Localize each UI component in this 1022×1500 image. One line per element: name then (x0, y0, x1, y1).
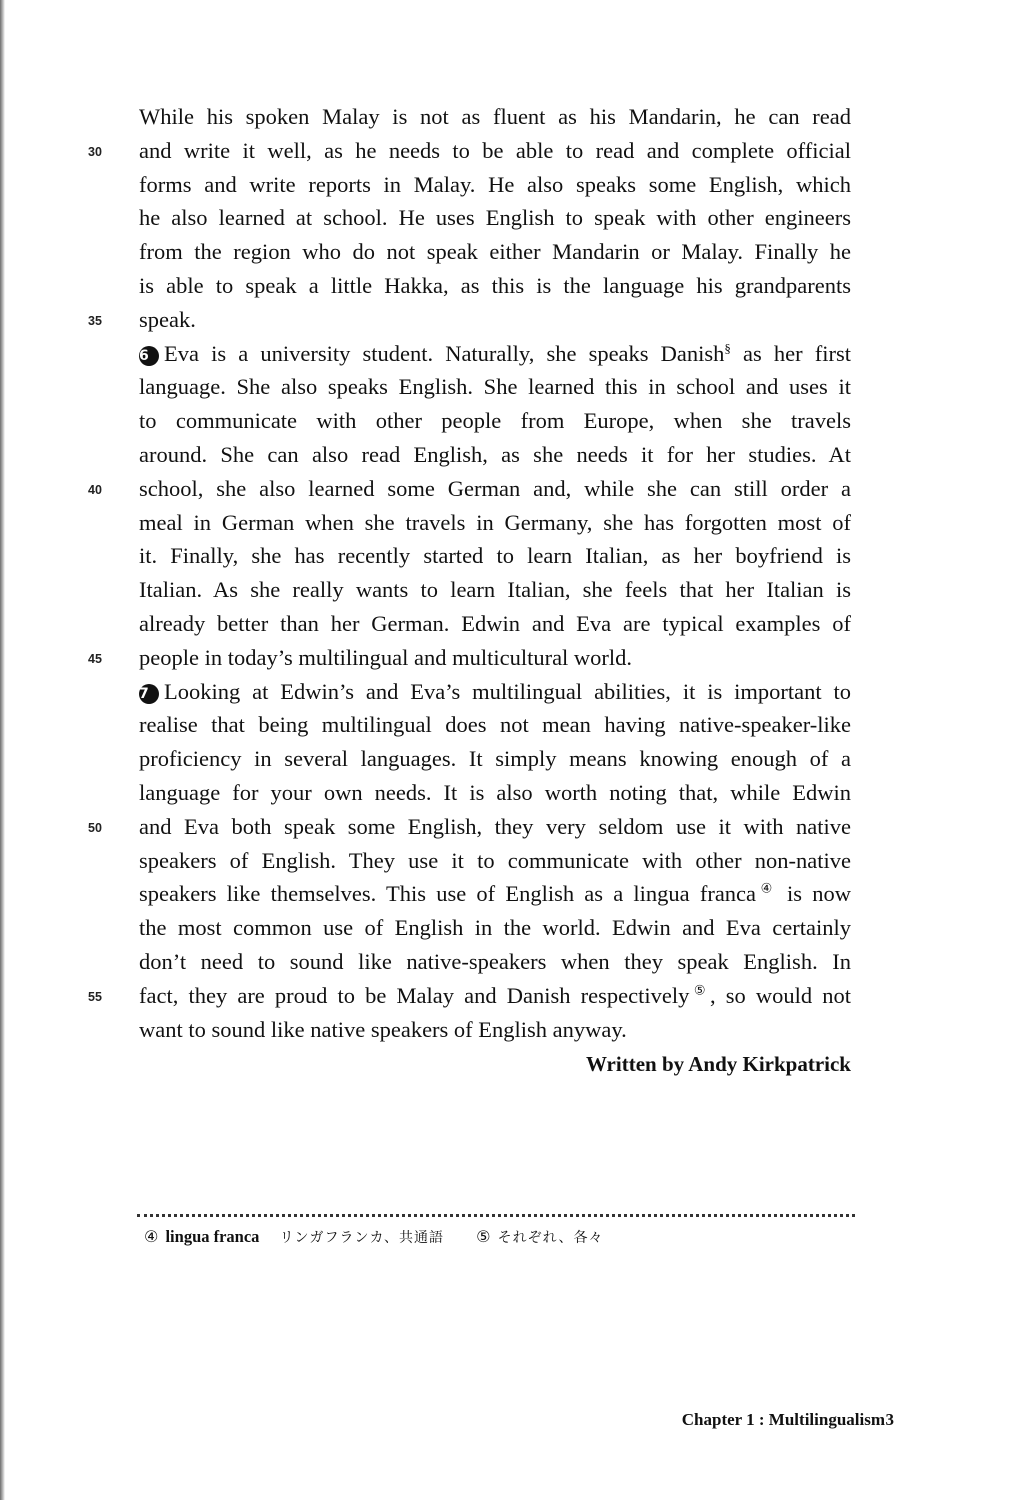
text-line (139, 472, 851, 506)
footnote-number: ④ (144, 1227, 159, 1246)
text-line (139, 979, 851, 1013)
text-line (139, 269, 851, 303)
text-line (139, 810, 851, 844)
text-line (139, 1013, 851, 1047)
line-number: 45 (88, 652, 102, 666)
text-line (139, 438, 851, 472)
line-text: already better than her German. Edwin and Eva are typical examples of (139, 611, 851, 636)
chapter-title: Chapter 1 : Multilingualism (681, 1410, 885, 1429)
text-line (139, 945, 851, 979)
line-text: realise that being multilingual does not mean having native-speaker-like (139, 712, 851, 737)
line-text: speakers like themselves. This use of English as a lingua franca (139, 881, 757, 906)
page-number: 3 (885, 1410, 894, 1429)
line-text: want to sound like native speakers of English anyway. (139, 1017, 627, 1042)
line-number: 50 (88, 821, 102, 835)
line-text: language for your own needs. It is also worth noting that, while Edwin (139, 780, 851, 805)
text-line (139, 337, 851, 371)
footnote-marker: ④ (756, 880, 777, 896)
line-text-continued: as her first (730, 341, 851, 366)
line-text: from the region who do not speak either Mandarin or Malay. Finally he (139, 239, 851, 264)
line-text: school, she also learned some German and, while she can still order a (139, 476, 851, 501)
footnote-gloss: それぞれ、各々 (497, 1230, 604, 1246)
footnote-gloss: リンガフランカ、共通語 (279, 1230, 445, 1246)
text-line (139, 742, 851, 776)
paragraph-number-badge: 7 (139, 684, 159, 704)
line-text: and Eva both speak some English, they very seldom use it with native (139, 814, 851, 839)
text-line (139, 404, 851, 438)
text-line (139, 708, 851, 742)
text-line (139, 844, 851, 878)
line-text: don’t need to sound like native-speakers when they speak English. In (139, 949, 851, 974)
paragraph-number-badge: 6 (139, 346, 159, 366)
text-line (139, 607, 851, 641)
text-line (139, 370, 851, 404)
text-line (139, 776, 851, 810)
text-line (139, 641, 851, 675)
line-text: Italian. As she really wants to learn Italian, she feels that her Italian is (139, 577, 851, 602)
footnote-marker: § (724, 340, 731, 356)
line-text: Eva is a university student. Naturally, she speaks Danish (164, 341, 725, 366)
line-text: proficiency in several languages. It simply means knowing enough of a (139, 746, 851, 771)
line-number: 55 (88, 990, 102, 1004)
line-text: speak. (139, 307, 196, 332)
text-line (139, 201, 851, 235)
footnotes (144, 1224, 631, 1250)
line-text: and write it well, as he needs to be able to read and complete official (139, 138, 851, 163)
text-line (139, 573, 851, 607)
line-text: the most common use of English in the world. Edwin and Eva certainly (139, 915, 851, 940)
line-text: people in today’s multilingual and multicultural world. (139, 645, 633, 670)
text-line (139, 539, 851, 573)
page-edge-shadow (0, 0, 5, 1500)
footnote-4 (144, 1224, 444, 1251)
line-text: language. She also speaks English. She learned this in school and uses it (139, 374, 851, 399)
line-text: he also learned at school. He uses English to speak with other engineers (139, 205, 851, 230)
line-text: While his spoken Malay is not as fluent as his Mandarin, he can read (139, 104, 851, 129)
line-text-continued: is now (776, 881, 851, 906)
footnote-marker: ⑤ (689, 982, 710, 998)
line-text: around. She can also read English, as she needs it for her studies. At (139, 442, 851, 467)
line-text: is able to speak a little Hakka, as this is the language his grandparents (139, 273, 851, 298)
line-text: Looking at Edwin’s and Eva’s multilingual abilities, it is important to (164, 679, 851, 704)
line-text: forms and write reports in Malay. He also speaks some English, which (139, 172, 851, 197)
line-text: it. Finally, she has recently started to learn Italian, as her boyfriend is (139, 543, 851, 568)
line-text: meal in German when she travels in Germany, she has forgotten most of (139, 510, 851, 535)
footnote-term: lingua franca (165, 1227, 260, 1246)
line-text: fact, they are proud to be Malay and Danish respectively (139, 983, 690, 1008)
line-number: 35 (88, 314, 102, 328)
text-line (139, 506, 851, 540)
text-line (139, 675, 851, 709)
footnote-5 (476, 1224, 603, 1251)
text-line (139, 877, 851, 911)
footnote-number: ⑤ (476, 1227, 491, 1246)
text-line (139, 235, 851, 269)
text-line (139, 168, 851, 202)
line-number: 40 (88, 483, 102, 497)
footnote-divider (137, 1214, 855, 1217)
line-text-continued: , so would not (710, 983, 851, 1008)
line-number: 30 (88, 145, 102, 159)
text-line (139, 134, 851, 168)
author-credit: Written by Andy Kirkpatrick (585, 1052, 851, 1076)
text-line (139, 911, 851, 945)
line-text: to communicate with other people from Europe, when she travels (139, 408, 851, 433)
text-line (139, 303, 851, 337)
line-text: speakers of English. They use it to communicate with other non-native (139, 848, 851, 873)
text-line (139, 100, 851, 134)
running-footer (682, 1407, 885, 1433)
